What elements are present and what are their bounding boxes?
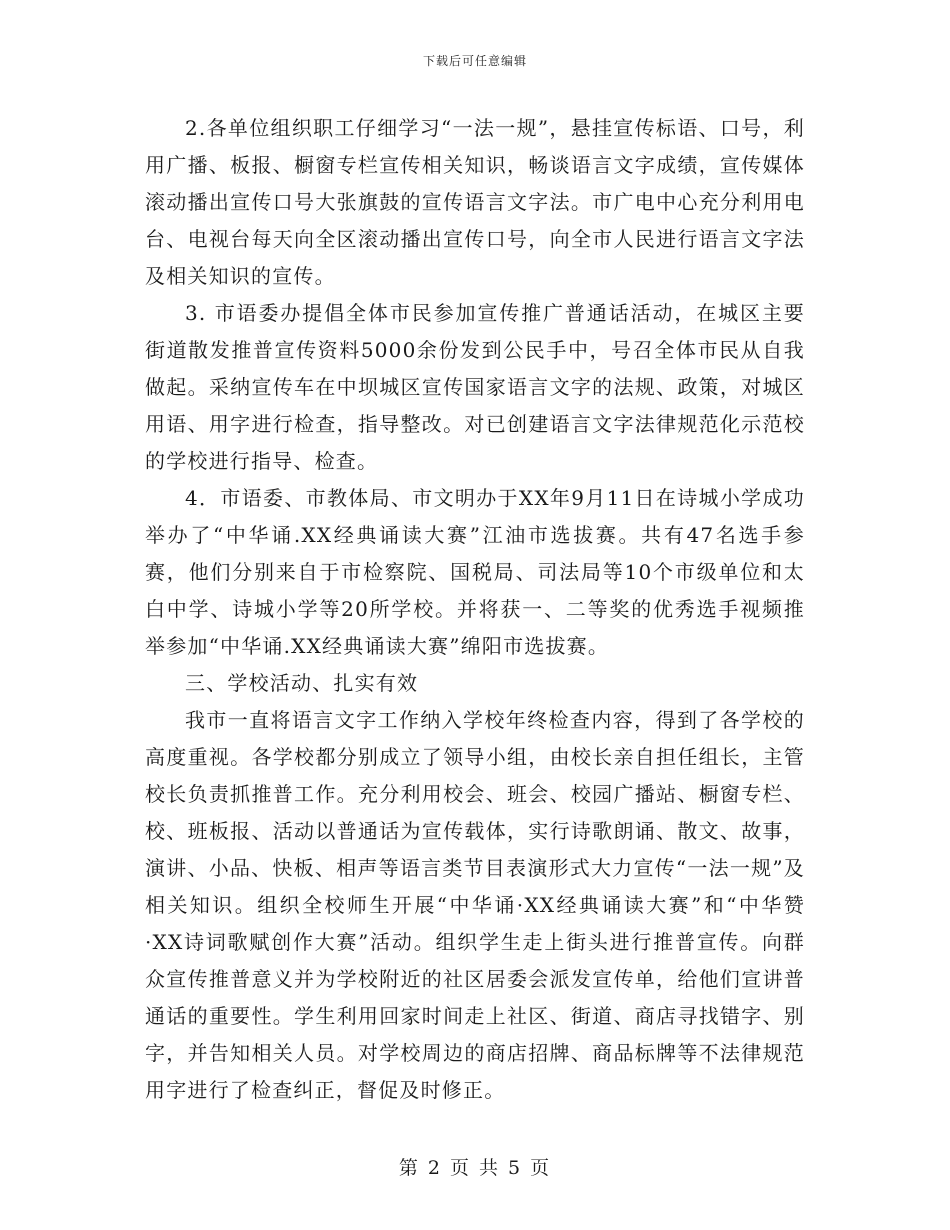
section-heading: 三、学校活动、扎实有效 bbox=[185, 671, 419, 695]
paragraph-item-4: 4．市语委、市教体局、市文明办于XX年9月11日在诗城小学成功举办了“中华诵.XX经典诵读大赛”江油市选拔赛。共有47名选手参赛，他们分别来自于市检察院、国税局、司法局等10个市级单位和太白中学、诗城小学等20所学校。并将获一、二等奖的优秀选手视频推举参加“中华诵.XX经典诵读大赛”绵阳市选拔赛。 bbox=[145, 486, 805, 658]
page-header-note: 下载后可任意编辑 bbox=[422, 54, 527, 68]
paragraph-item-3: 3. 市语委办提倡全体市民参加宣传推广普通话活动，在城区主要街道散发推普宣传资料5000余份发到公民手中，号召全体市民从自我做起。采纳宣传车在中坝城区宣传国家语言文字的法规、政策，对城区用语、用字进行检查，指导整改。对已创建语言文字法律规范化示范校的学校进行指导、检查。 bbox=[145, 301, 805, 473]
document-body bbox=[145, 110, 805, 1109]
paragraph-school-activities: 我市一直将语言文字工作纳入学校年终检查内容，得到了各学校的高度重视。各学校都分别成立了领导小组，由校长亲自担任组长，主管校长负责抓推普工作。充分利用校会、班会、校园广播站、橱窗专栏、校、班板报、活动以普通话为宣传载体，实行诗歌朗诵、散文、故事，演讲、小品、快板、相声等语言类节目表演形式大力宣传“一法一规”及相关知识。组织全校师生开展“中华诵·XX经典诵读大赛”和“中华赞·XX诗词歌赋创作大赛”活动。组织学生走上街头进行推普宣传。向群众宣传推普意义并为学校附近的社区居委会派发宣传单，给他们宣讲普通话的重要性。学生利用回家时间走上社区、街道、商店寻找错字、别字，并告知相关人员。对学校周边的商店招牌、商品标牌等不法律规范用字进行了检查纠正，督促及时修正。 bbox=[145, 708, 805, 1102]
paragraph-item-2: 2.各单位组织职工仔细学习“一法一规”，悬挂宣传标语、口号，利用广播、板报、橱窗专栏宣传相关知识，畅谈语言文字成绩，宣传媒体滚动播出宣传口号大张旗鼓的宣传语言文字法。市广电中心充分利用电台、电视台每天向全区滚动播出宣传口号，向全市人民进行语言文字法及相关知识的宣传。 bbox=[145, 116, 805, 288]
page-number: 第 2 页 共 5 页 bbox=[398, 1157, 552, 1179]
